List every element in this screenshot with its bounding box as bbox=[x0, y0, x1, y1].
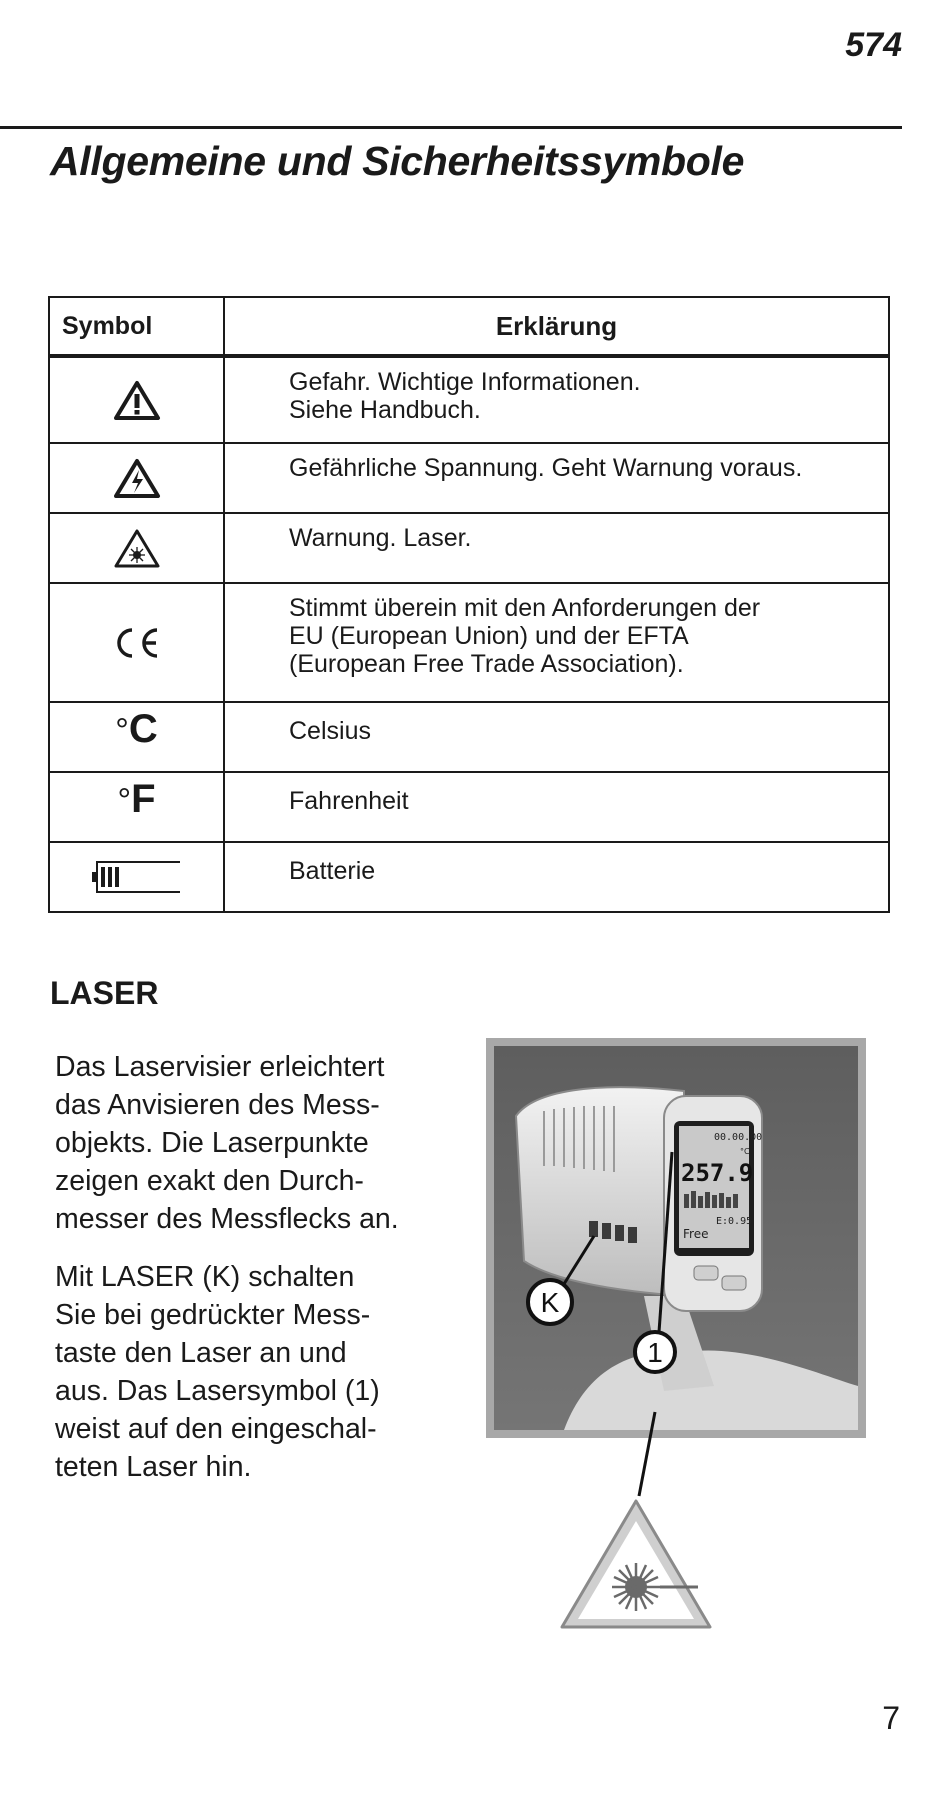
svg-text:Free: Free bbox=[683, 1227, 709, 1241]
text-line: aus. Das Lasersymbol (1) bbox=[55, 1375, 380, 1407]
svg-text:1: 1 bbox=[647, 1337, 663, 1368]
model-number: 574 bbox=[845, 26, 902, 64]
row-text-line: Celsius bbox=[289, 717, 371, 745]
text-line: taste den Laser an und bbox=[55, 1337, 347, 1369]
section-heading-laser: LASER bbox=[50, 975, 159, 1011]
text-line: zeigen exakt den Durch- bbox=[55, 1165, 364, 1197]
row-text-line: Stimmt überein mit den Anforderungen der bbox=[289, 594, 761, 622]
row-text-line: Gefahr. Wichtige Informationen. bbox=[289, 368, 641, 396]
row-text-line: EU (European Union) und der EFTA bbox=[289, 622, 689, 650]
row-text-line: Fahrenheit bbox=[289, 787, 409, 815]
header-explanation: Erklärung bbox=[495, 311, 618, 341]
svg-text:257.9: 257.9 bbox=[681, 1159, 754, 1187]
text-line: teten Laser hin. bbox=[55, 1451, 252, 1483]
text-line: Mit LASER (K) schalten bbox=[55, 1261, 355, 1293]
celsius-symbol: °C bbox=[115, 707, 158, 751]
text-line: das Anvisieren des Mess- bbox=[55, 1089, 380, 1121]
svg-text:K: K bbox=[540, 1287, 560, 1318]
page-number: 7 bbox=[882, 1700, 900, 1736]
fahrenheit-symbol: °F bbox=[117, 777, 156, 821]
page-title: Allgemeine und Sicherheitssymbole bbox=[50, 138, 745, 184]
row-text-line: Gefährliche Spannung. Geht Warnung voraus. bbox=[289, 454, 803, 482]
text-line: Sie bei gedrückter Mess- bbox=[55, 1299, 371, 1331]
text-line: Das Laservisier erleichtert bbox=[55, 1051, 385, 1083]
row-text-line: Siehe Handbuch. bbox=[289, 396, 481, 424]
svg-text:°C: °C bbox=[740, 1147, 750, 1156]
row-text-line: Batterie bbox=[289, 857, 376, 885]
laser-warning-sign-icon bbox=[556, 1495, 716, 1633]
text-line: weist auf den eingeschal- bbox=[55, 1413, 377, 1445]
row-text-line: (European Free Trade Association). bbox=[289, 650, 684, 678]
text-line: objekts. Die Laserpunkte bbox=[55, 1127, 369, 1159]
header-symbol: Symbol bbox=[50, 298, 225, 354]
svg-text:E:0.95: E:0.95 bbox=[716, 1216, 753, 1227]
svg-text:00.00.00: 00.00.00 bbox=[714, 1132, 763, 1143]
text-line: messer des Messflecks an. bbox=[55, 1203, 399, 1235]
row-text-line: Warnung. Laser. bbox=[289, 524, 472, 552]
